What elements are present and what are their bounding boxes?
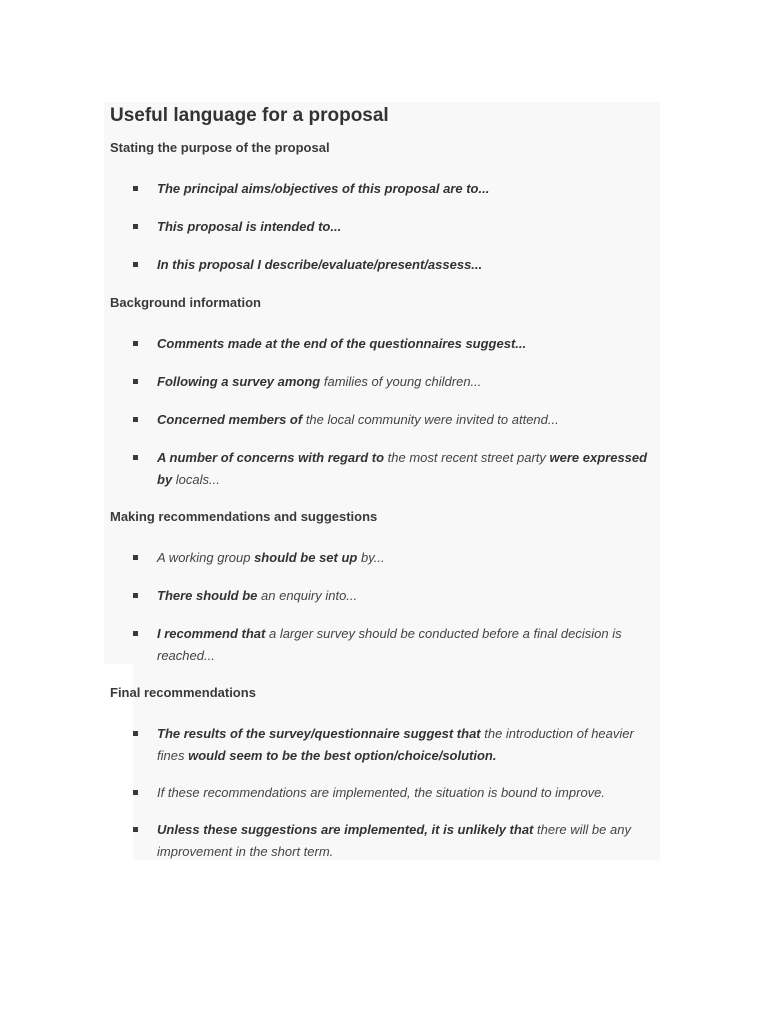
list-item <box>157 723 658 767</box>
section-list <box>110 547 658 667</box>
square-bullet-icon <box>133 417 138 422</box>
section-list <box>110 178 658 276</box>
square-bullet-icon <box>133 631 138 636</box>
square-bullet-icon <box>133 593 138 598</box>
example-phrase: If these recommendations are implemented, the situation is bound to improve. <box>157 785 606 800</box>
list-item <box>157 254 658 276</box>
bold-phrase: This proposal is intended to... <box>157 219 342 234</box>
bold-phrase: A number of concerns with regard to <box>157 450 385 465</box>
bold-phrase: The principal aims/objectives of this proposal are to... <box>157 181 490 196</box>
page-title: Useful language for a proposal <box>110 105 389 126</box>
example-phrase: locals... <box>172 472 220 487</box>
square-bullet-icon <box>133 262 138 267</box>
section-list <box>110 723 658 863</box>
section-heading: Final recommendations <box>110 685 256 700</box>
example-phrase: a larger survey should be conducted before a final decision is reached... <box>157 626 622 663</box>
bold-phrase: were expressed by <box>157 450 648 487</box>
list-item <box>157 371 658 393</box>
example-phrase: there will be any improvement in the short term. <box>157 822 631 859</box>
square-bullet-icon <box>133 731 138 736</box>
list-item <box>157 333 658 355</box>
list-item <box>157 547 658 569</box>
bold-phrase: There should be <box>157 588 258 603</box>
document-body <box>110 102 658 863</box>
example-phrase: an enquiry into... <box>257 588 358 603</box>
square-bullet-icon <box>133 379 138 384</box>
example-phrase: the introduction of heavier fines <box>157 726 634 763</box>
square-bullet-icon <box>133 555 138 560</box>
bold-phrase: should be set up <box>254 550 358 565</box>
bold-phrase: Comments made at the end of the questionnaires suggest... <box>157 336 527 351</box>
example-phrase: A working group <box>157 550 255 565</box>
square-bullet-icon <box>133 790 138 795</box>
example-phrase: families of young children... <box>320 374 482 389</box>
square-bullet-icon <box>133 341 138 346</box>
list-item <box>157 447 658 491</box>
list-item <box>157 623 658 667</box>
square-bullet-icon <box>133 224 138 229</box>
list-item <box>157 819 658 863</box>
bold-phrase: Unless these suggestions are implemented, it is unlikely that <box>157 822 534 837</box>
bold-phrase: would seem to be the best option/choice/solution. <box>188 748 497 763</box>
square-bullet-icon <box>133 827 138 832</box>
example-phrase: the local community were invited to attend... <box>302 412 559 427</box>
bold-phrase: In this proposal I describe/evaluate/present/assess... <box>157 257 483 272</box>
list-item <box>157 216 658 238</box>
sections-container <box>110 138 658 863</box>
bold-phrase: I recommend that <box>157 626 266 641</box>
bold-phrase: The results of the survey/questionnaire suggest that <box>157 726 481 741</box>
section-heading: Stating the purpose of the proposal <box>110 140 330 155</box>
square-bullet-icon <box>133 455 138 460</box>
list-item <box>157 178 658 200</box>
list-item <box>157 782 658 804</box>
list-item <box>157 585 658 607</box>
example-phrase: by... <box>357 550 385 565</box>
square-bullet-icon <box>133 186 138 191</box>
section-heading: Background information <box>110 295 261 310</box>
bold-phrase: Following a survey among <box>157 374 321 389</box>
list-item <box>157 409 658 431</box>
section-heading: Making recommendations and suggestions <box>110 509 378 524</box>
example-phrase: the most recent street party <box>384 450 550 465</box>
section-list <box>110 333 658 491</box>
bold-phrase: Concerned members of <box>157 412 303 427</box>
